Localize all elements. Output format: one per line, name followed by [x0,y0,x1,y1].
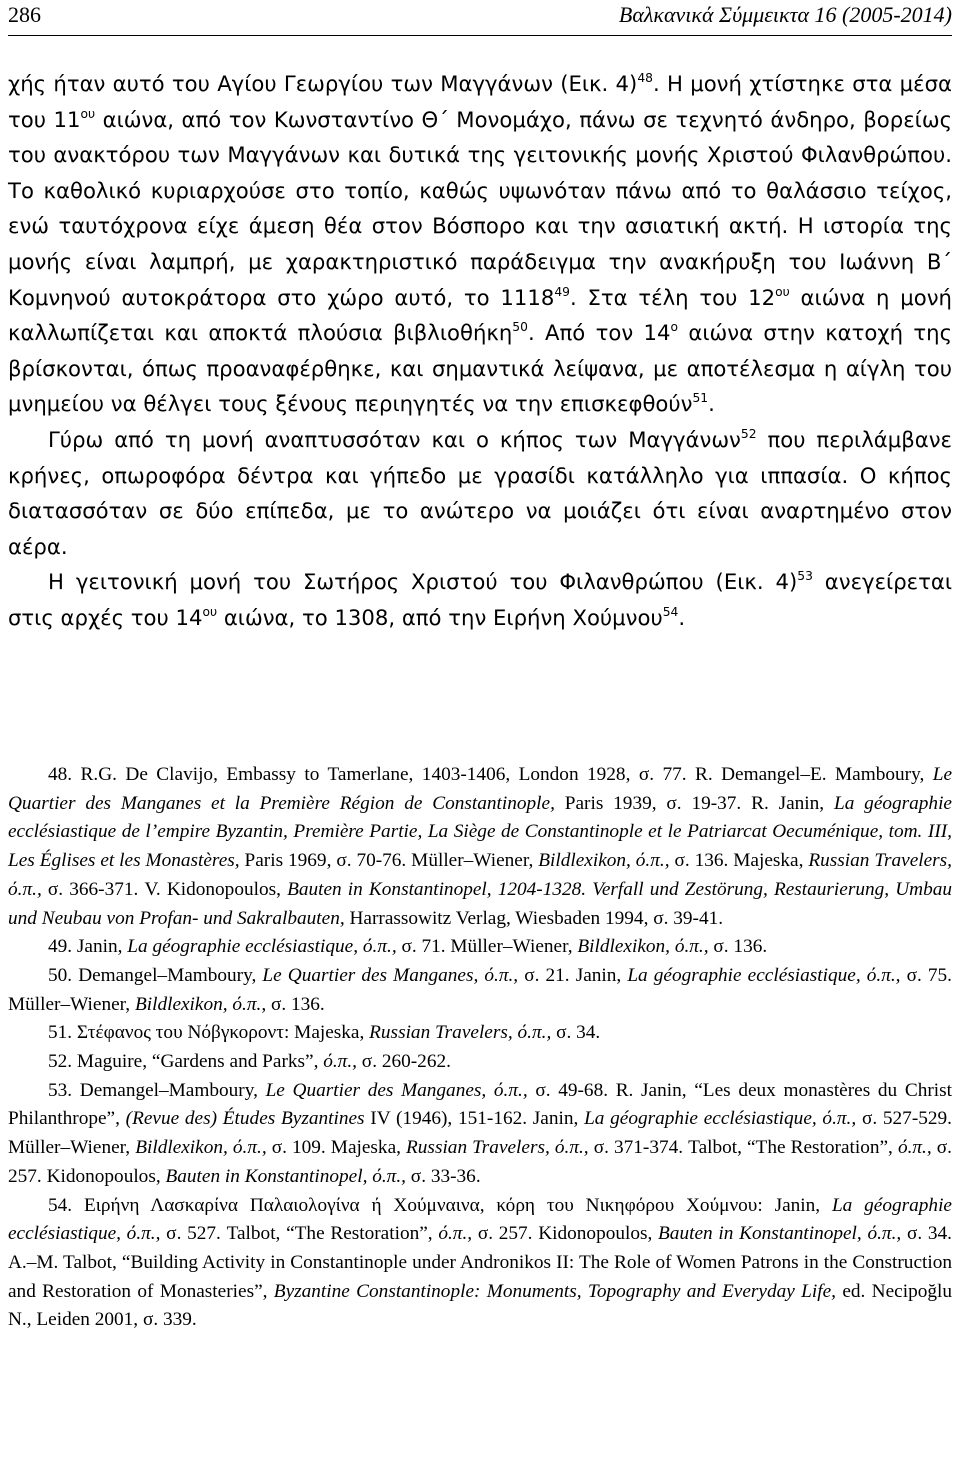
text-run: 49. Janin, [48,936,128,958]
paragraph-3 [8,564,952,635]
paragraph-1 [8,66,952,422]
text-run: . [678,604,686,630]
text-run: σ. 136. [708,936,768,958]
page-number: 286 [8,2,41,27]
italic-title: (Revue des) Études Byzantines [125,1108,365,1130]
main-text [8,66,952,636]
italic-title: Russian Travelers, ό.π., [369,1022,552,1044]
text-run: . Από τον 14 [527,320,671,346]
italic-title: ό.π., [438,1223,473,1245]
text-run: σ. 257. Kidonopoulos, [472,1223,659,1245]
text-run: Harrassowitz Verlag, Wiesbaden 1994, σ. 39-41. [344,907,724,929]
text-run: σ. 71. Müller–Wiener, [396,936,578,958]
text-run: . [708,391,715,417]
text-run: 51. Στέφανος του Νόβγκοροντ: Majeska, [48,1022,370,1044]
italic-title: Le Quartier des Manganes et la Première Région de Constantinople, [8,764,952,814]
footnote-50 [8,962,952,1019]
footnote-51 [8,1019,952,1048]
italic-title: Russian Travelers, ό.π., [406,1137,589,1159]
footnote-ref-54[interactable]: 54 [662,604,679,619]
ordinal-suffix: ο [670,319,678,334]
italic-title: Bauten in Konstantinopel, ό.π., [165,1165,406,1187]
text-run: Paris 1969, σ. 70-76. Müller–Wiener, [239,850,539,872]
text-run: 53. Demangel–Mamboury, [48,1079,266,1101]
text-run: αιώνα στην κατοχή της βρίσκονται, όπως προαναφέρθηκε, και σημαντικά λείψανα, με αποτέλεσμα η αίγλη του μνημείου να θέλγει τους ξένους περιηγητές να την επισκεφθούν [8,320,953,417]
text-run: ανεγείρεται στις αρχές του 14 [8,569,952,630]
text-run: 48. R.G. De Clavijo, Embassy to Tamerlane, 1403-1406, London 1928, σ. 77. R. Demangel–E. Mamboury, [48,764,933,785]
italic-title: Bauten in Konstantinopel, ό.π., [658,1223,902,1245]
footnote-52 [8,1048,952,1077]
italic-title: Le Quartier des Manganes, ό.π., [262,964,519,986]
footnote-ref-48[interactable]: 48 [637,70,653,85]
paragraph-2 [8,422,952,564]
text-run: σ. 257. Kidonopoulos, [8,1137,952,1187]
text-run: σ. 527. Talbot, “The Restoration”, [160,1223,439,1245]
italic-title: Byzantine Constantinople: Monuments, Topography and Everyday Life, [273,1280,836,1302]
header-rule [8,35,952,36]
text-run: . Στα τέλη του 12 [569,284,776,310]
footnote-ref-52[interactable]: 52 [740,426,757,441]
text-run: σ. 260-262. [356,1051,451,1073]
footnotes [8,761,952,1335]
footnote-48 [8,761,952,933]
text-run: σ. 34. [551,1022,601,1044]
text-run: σ. 21. Janin, [518,964,628,986]
text-run: σ. 49-68. R. Janin, “Les deux monastères du Christ Philanthrope”, [8,1079,952,1130]
text-run: σ. 33-36. [405,1165,481,1187]
italic-title: La géographie ecclésiastique, ό.π., [584,1108,857,1130]
text-run: σ. 75. Müller–Wiener, [8,964,953,1015]
italic-title: La géographie ecclésiastique de l’empire Byzantin, Première Partie, La Siège de Constantinople et le Patriarcat Oecuménique, tom. III, Les Églises et les Monastères, [8,792,952,872]
italic-title: ό.π., [897,1137,932,1159]
text-run: Paris 1939, σ. 19-37. R. Janin, [554,792,834,814]
text-run: 50. Demangel–Mamboury, [48,964,263,986]
text-run: 52. Maguire, “Gardens and Parks”, [48,1051,324,1073]
ordinal-suffix: ου [202,604,218,619]
text-run: ed. Necipoğlu N., Leiden 2001, σ. 339. [8,1280,952,1331]
text-run: σ. 109. Majeska, [266,1137,407,1159]
italic-title: La géographie ecclésiastique, ό.π., [8,1194,952,1245]
italic-title: Russian Travelers, ό.π., [8,850,952,900]
text-run: σ. 34. A.–M. Talbot, “Building Activity in Constantinople under Andronikos II: The Role of Women Patrons in the Construction and Restoration of Monasteries”, [8,1223,952,1302]
italic-title: Bildlexikon, ό.π., [538,850,670,872]
text-run: Η γειτονική μονή του Σωτήρος Χριστού του Φιλανθρώπου (Εικ. 4) [48,569,798,595]
text-run: σ. 366-371. V. Kidonopoulos, [41,878,288,900]
text-run: . Η μονή χτίστηκε στα μέσα του 11 [8,71,952,132]
footnote-54 [8,1192,952,1336]
page-header [8,2,952,38]
italic-title: Le Quartier des Manganes, ό.π., [265,1079,528,1101]
footnote-ref-51[interactable]: 51 [692,391,709,406]
footnote-ref-53[interactable]: 53 [797,569,813,584]
text-run: 54. Ειρήνη Λασκαρίνα Παλαιολογίνα ή Χούμναινα, κόρη του Νικηφόρου Χούμνου: Janin, [48,1194,832,1216]
text-run: σ. 136. Majeska, [669,850,809,872]
italic-title: Bildlexikon, ό.π., [577,936,709,958]
text-run: χής ήταν αυτό του Αγίου Γεωργίου των Μαγγάνων (Εικ. 4) [8,71,638,96]
footnote-ref-50[interactable]: 50 [512,319,528,334]
ordinal-suffix: ου [775,284,790,299]
running-title: Βαλκανικά Σύμμεικτα 16 (2005-2014) [618,2,952,27]
text-run: σ. 527-529. Müller–Wiener, [8,1108,952,1159]
text-run: σ. 371-374. Talbot, “The Restoration”, [588,1137,898,1159]
text-run: που περιλάμβανε κρήνες, οπωροφόρα δέντρα και γήπεδο με γρασίδι κατάλληλο για ιππασία. Ο κήπος διατασσόταν σε δύο επίπεδα, με το ανώτερο να μοιάζει ότι είναι αναρτημένο στον αέρα. [8,426,952,559]
italic-title: Bauten in Konstantinopel, 1204-1328. Verfall und Zestörung, Restaurierung, Umbau und Neubau von Profan- und Sakralbauten, [8,878,952,929]
text-run: σ. 136. [266,993,325,1015]
italic-title: Bildlexikon, ό.π., [134,993,267,1015]
italic-title: La géographie ecclésiastique, ό.π., [627,964,901,986]
italic-title: ό.π., [323,1051,357,1073]
footnote-49 [8,933,952,962]
text-run: αιώνα, από τον Κωνσταντίνο Θ΄ Μονομάχο, πάνω σε τεχνητό άνδηρο, βορείως του ανακτόρου των Μαγγάνων και δυτικά της γειτονικής μονής Χριστού Φιλανθρώπου. Το καθολικό κυριαρχούσε στο τοπίο, καθώς υψωνόταν πάνω από το θαλάσσιο τείχος, ενώ ταυτόχρονα είχε άμεση θέα στον Βόσπορο και την ασιατική ακτή. Η ιστορία της μονής είναι λαμπρή, με χαρακτηριστικό παράδειγμα την ανακήρυξη του Ιωάννη Β΄ Κομνηνού αυτοκράτορα στο χώρο αυτό, το 1118 [8,106,952,310]
text-run: αιώνα, το 1308, από την Ειρήνη Χούμνου [217,604,663,630]
text-run: IV (1946), 151-162. Janin, [364,1108,585,1130]
italic-title: Bildlexikon, ό.π., [135,1137,267,1159]
text-run: αιώνα η μονή καλλωπίζεται και αποκτά πλούσια βιβλιοθήκη [8,284,952,346]
footnote-53 [8,1077,952,1192]
ordinal-suffix: ου [80,106,96,121]
italic-title: La géographie ecclésiastique, ό.π., [127,936,397,958]
text-run: Γύρω από τη μονή αναπτυσσόταν και ο κήπος των Μαγγάνων [48,426,741,452]
footnote-ref-49[interactable]: 49 [554,284,570,299]
